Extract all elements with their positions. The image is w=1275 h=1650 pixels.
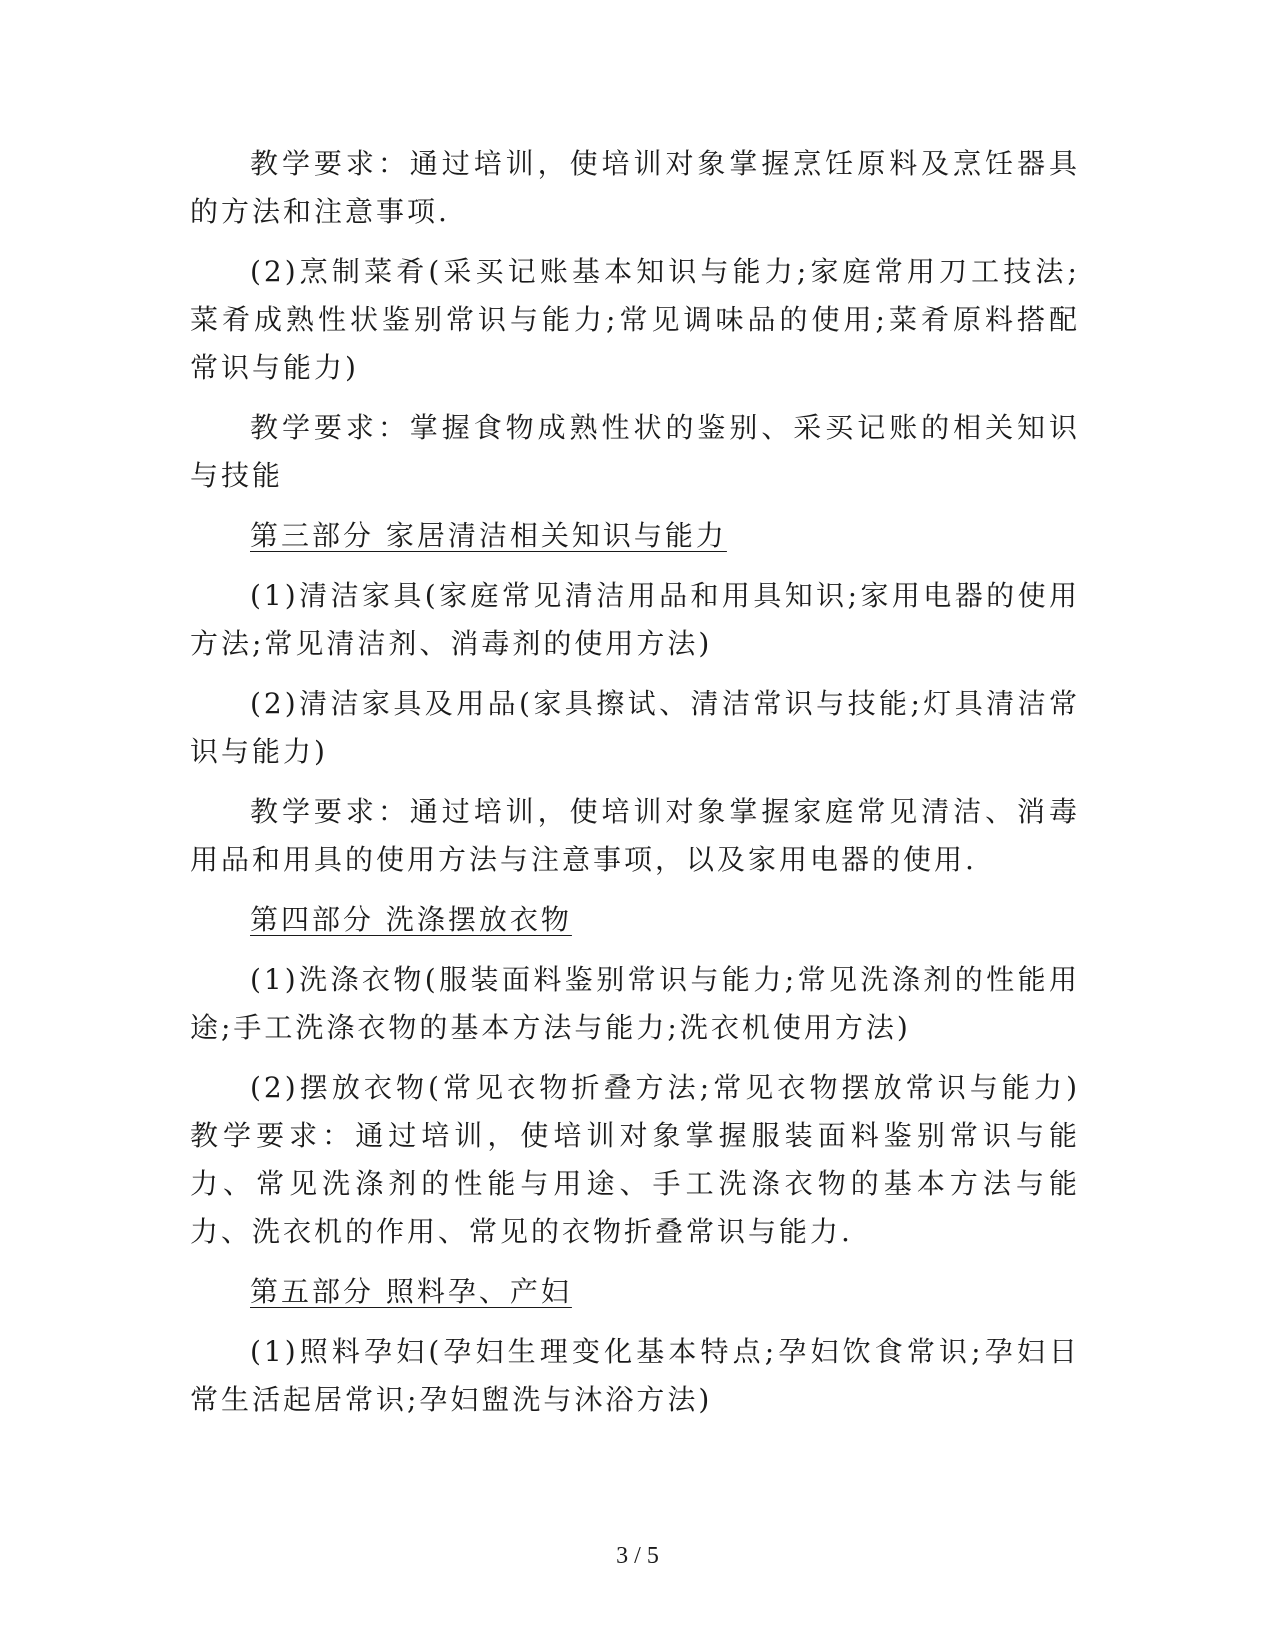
section-heading-text: 第五部分 照料孕、产妇	[250, 1275, 572, 1308]
paragraph: (1)洗涤衣物(服装面料鉴别常识与能力;常见洗涤剂的性能用途;手工洗涤衣物的基本方法与能力;洗衣机使用方法)	[190, 963, 1080, 1044]
paragraph: 教学要求：掌握食物成熟性状的鉴别、采买记账的相关知识与技能	[190, 411, 1080, 492]
section-heading-text: 第三部分 家居清洁相关知识与能力	[250, 519, 727, 552]
section-heading	[190, 512, 1080, 560]
paragraph: 教学要求：通过培训，使培训对象掌握烹饪原料及烹饪器具的方法和注意事项.	[190, 147, 1080, 228]
paragraph: (1)清洁家具(家庭常见清洁用品和用具知识;家用电器的使用方法;常见清洁剂、消毒剂的使用方法)	[190, 579, 1080, 660]
section-heading	[190, 1268, 1080, 1316]
paragraph: (2)摆放衣物(常见衣物折叠方法;常见衣物摆放常识与能力)教学要求：通过培训，使培训对象掌握服装面料鉴别常识与能力、常见洗涤剂的性能与用途、手工洗涤衣物的基本方法与能力、洗衣机的作用、常见的衣物折叠常识与能力.	[190, 1071, 1080, 1248]
paragraph: 教学要求：通过培训，使培训对象掌握家庭常见清洁、消毒用品和用具的使用方法与注意事项，以及家用电器的使用.	[190, 795, 1080, 876]
paragraph: (2)清洁家具及用品(家具擦试、清洁常识与技能;灯具清洁常识与能力)	[190, 687, 1080, 768]
paragraph: (1)照料孕妇(孕妇生理变化基本特点;孕妇饮食常识;孕妇日常生活起居常识;孕妇盥洗与沐浴方法)	[190, 1335, 1080, 1416]
paragraph: (2)烹制菜肴(采买记账基本知识与能力;家庭常用刀工技法;菜肴成熟性状鉴别常识与能力;常见调味品的使用;菜肴原料搭配常识与能力)	[190, 255, 1080, 384]
page-number: 3 / 5	[616, 1543, 659, 1569]
section-heading	[190, 896, 1080, 944]
section-heading-text: 第四部分 洗涤摆放衣物	[250, 903, 572, 936]
document-body	[190, 140, 1080, 1436]
